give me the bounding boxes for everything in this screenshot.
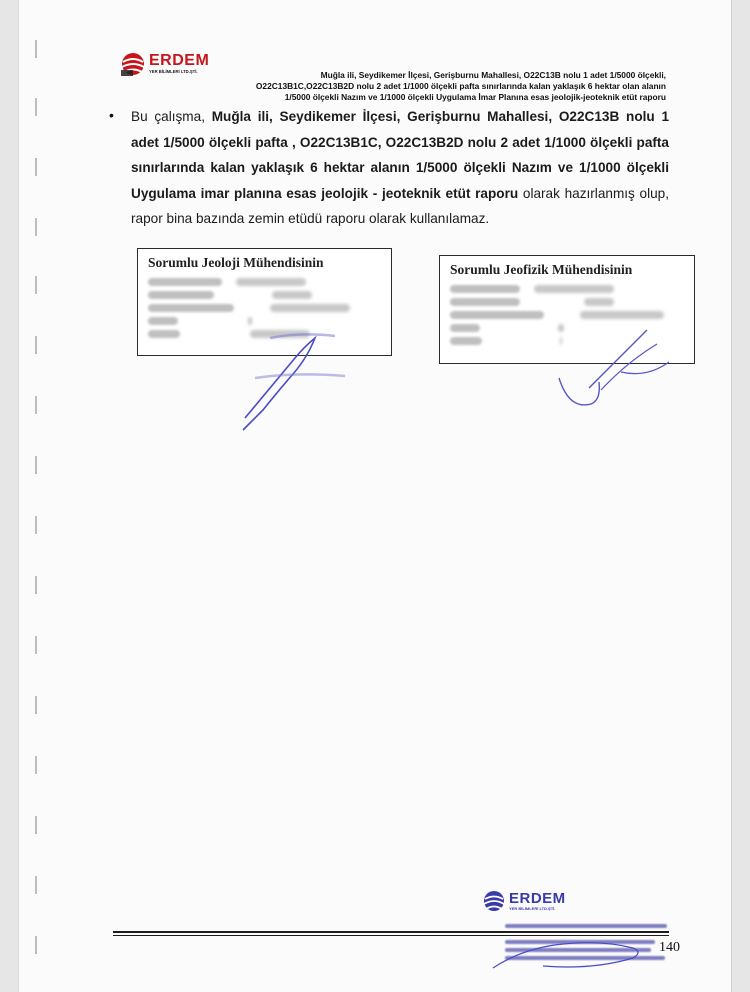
- body-paragraph: [131, 104, 669, 232]
- footer-logo: [481, 888, 566, 914]
- document-page: [18, 0, 732, 992]
- page-number: 140: [659, 940, 680, 955]
- header-line-2: O22C13B1C,O22C13B2D nolu 2 adet 1/1000 ölçekli pafta sınırlarında kalan yaklaşık 6 hektar olan alanın: [255, 81, 666, 91]
- header-line-1: Muğla ili, Seydikemer İlçesi, Gerişburnu Mahallesi, O22C13B nolu 1 adet 1/5000 ölçekli,: [320, 70, 666, 80]
- document-header: [169, 70, 666, 103]
- logo-subtitle: YER BİLİMLERİ LTD.ŞTİ.: [149, 69, 198, 74]
- geophysics-engineer-title: Sorumlu Jeofizik Mühendisinin: [450, 262, 633, 277]
- body-text-bold: Muğla ili, Seydikemer İlçesi, Gerişburnu Mahallesi, O22C13B nolu 1 adet 1/5000 ölçekli pafta , O22C13B1C, O22C13B2D nolu 2 adet 1/1000 ölçekli pafta sınırlarında kalan yaklaşık 6 hektar alanın 1/5000 ölçekli Nazım ve 1/1000 ölçekli Uygulama imar planına esas jeolojik - jeoteknik etüt raporu: [131, 109, 670, 201]
- logo-name: ERDEM: [149, 52, 210, 69]
- binding-holes: [29, 0, 43, 992]
- body-text-intro: Bu çalışma,: [131, 109, 212, 124]
- logo-subtitle: YER BİLİMLERİ LTD.ŞTİ.: [509, 905, 556, 911]
- geology-signature: [215, 318, 375, 438]
- bullet-icon: •: [109, 107, 114, 123]
- globe-icon: [481, 888, 507, 914]
- header-line-3: 1/5000 ölçekli Nazım ve 1/1000 ölçekli Uygulama İmar Planına esas jeolojik-jeoteknik etüt raporu: [284, 92, 666, 102]
- geophysics-signature: [529, 318, 689, 428]
- logo-name: ERDEM: [509, 889, 566, 907]
- geology-engineer-title: Sorumlu Jeoloji Mühendisinin: [148, 255, 324, 270]
- body-text-end: olarak hazırlanmış olup, rapor bina bazında zemin etüdü raporu olarak kullanılamaz.: [131, 185, 670, 226]
- footer-signature: [483, 918, 663, 978]
- globe-icon: [119, 50, 147, 78]
